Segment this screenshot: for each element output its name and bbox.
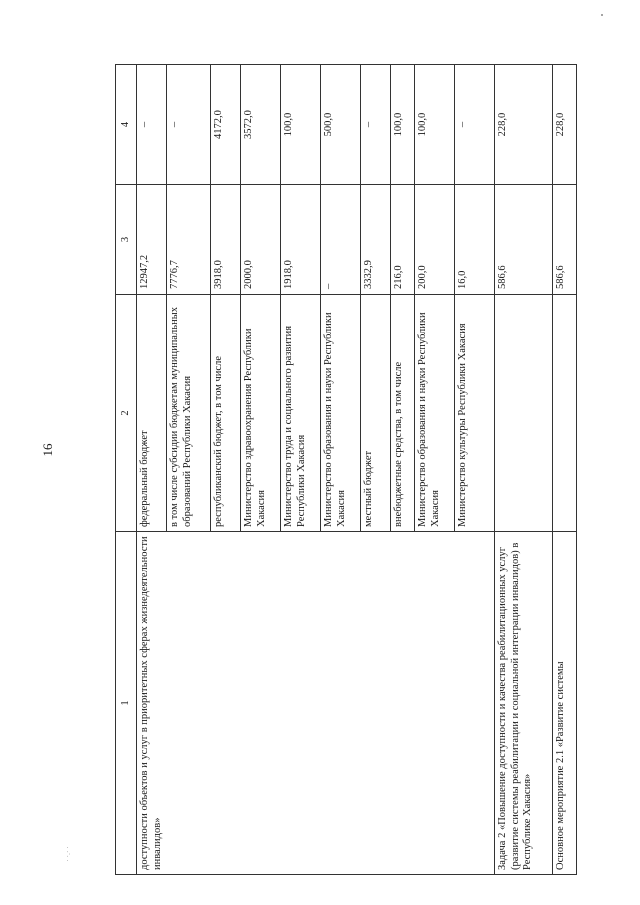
table-row — [137, 65, 167, 875]
value-cell: – — [137, 65, 167, 185]
table-header-row — [116, 65, 137, 875]
budget-table — [115, 64, 577, 875]
source-cell: Министерство образования и науки Республики Хакасия — [321, 295, 361, 532]
value-cell: – — [361, 65, 391, 185]
scan-artifact-dot — [601, 14, 603, 16]
value-cell: 3572,0 — [241, 65, 281, 185]
table-row — [553, 65, 577, 875]
value-cell: 16,0 — [455, 185, 495, 295]
value-cell: 200,0 — [415, 185, 455, 295]
source-cell: федеральный бюджет — [137, 295, 167, 532]
source-cell: Министерство труда и социального развития Республики Хакасия — [281, 295, 321, 532]
task-cell: Задача 2 «Повышение доступности и качества реабилитационных услуг (развитие системы реабилитации и социальной интеграции инвалидов) в Республике Хакасия» — [495, 532, 553, 875]
value-cell: – — [455, 65, 495, 185]
value-cell: – — [167, 65, 211, 185]
value-cell: 3332,9 — [361, 185, 391, 295]
value-cell: 4172,0 — [211, 65, 241, 185]
activity-cell: Основное мероприятие 2.1 «Развитие системы — [553, 532, 577, 875]
source-cell: республиканский бюджет, в том числе — [211, 295, 241, 532]
value-cell: 100,0 — [391, 65, 415, 185]
rotated-table-container — [115, 65, 577, 875]
value-cell: 3918,0 — [211, 185, 241, 295]
header-cell-3: 3 — [116, 185, 137, 295]
header-cell-4: 4 — [116, 65, 137, 185]
value-cell: 228,0 — [495, 65, 553, 185]
value-cell: 7776,7 — [167, 185, 211, 295]
value-cell: 228,0 — [553, 65, 577, 185]
value-cell: 216,0 — [391, 185, 415, 295]
value-cell: 2000,0 — [241, 185, 281, 295]
source-cell — [553, 295, 577, 532]
value-cell: 100,0 — [415, 65, 455, 185]
source-cell: внебюджетные средства, в том числе — [391, 295, 415, 532]
value-cell: 12947,2 — [137, 185, 167, 295]
source-cell: Министерство здравоохранения Республики Хакасия — [241, 295, 281, 532]
table-row — [495, 65, 553, 875]
activity-cell: доступности объектов и услуг в приоритетных сферах жизнедеятельности инвалидов» — [137, 532, 495, 875]
source-cell: местный бюджет — [361, 295, 391, 532]
header-cell-2: 2 — [116, 295, 137, 532]
source-cell: в том числе субсидии бюджетам муниципальных образований Республики Хакасия — [167, 295, 211, 532]
value-cell: 100,0 — [281, 65, 321, 185]
value-cell: 1918,0 — [281, 185, 321, 295]
scan-artifact-mark: · ·.· · — [63, 846, 72, 862]
value-cell: 586,6 — [495, 185, 553, 295]
value-cell: – — [321, 185, 361, 295]
source-cell: Министерство культуры Республики Хакасия — [455, 295, 495, 532]
source-cell — [495, 295, 553, 532]
value-cell: 500,0 — [321, 65, 361, 185]
source-cell: Министерство образования и науки Республики Хакасия — [415, 295, 455, 532]
value-cell: 586,6 — [553, 185, 577, 295]
header-cell-1: 1 — [116, 532, 137, 875]
page-number: 16 — [40, 443, 55, 457]
